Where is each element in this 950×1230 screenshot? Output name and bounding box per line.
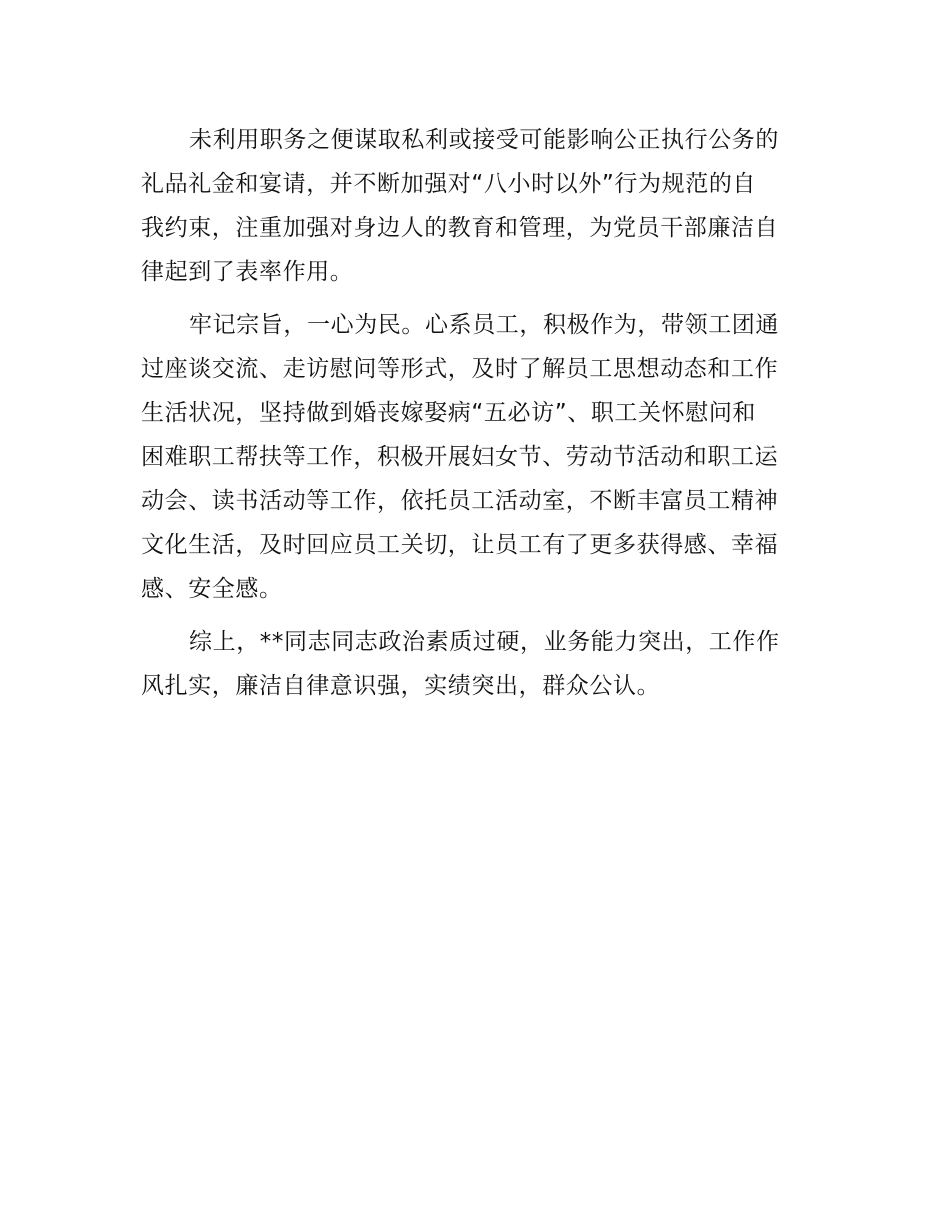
paragraph-1-line-1: 未利用职务之便谋取私利或接受可能影响公正执行公务的 — [189, 127, 779, 153]
paragraph-2-line-2: 过座谈交流、走访慰问等形式，及时了解员工思想动态和工作 — [141, 356, 779, 382]
paragraph-3-line-1: 综上，**同志同志政治素质过硬，业务能力突出，工作作 — [189, 629, 780, 655]
paragraph-2-line-5: 动会、读书活动等工作，依托员工活动室，不断丰富员工精神 — [141, 488, 779, 514]
paragraph-1-line-2: 礼品礼金和宴请，并不断加强对“八小时以外”行为规范的自 — [141, 171, 757, 197]
paragraph-2-line-3: 生活状况，坚持做到婚丧嫁娶病“五必访”、职工关怀慰问和 — [141, 400, 757, 426]
paragraph-1-line-4: 律起到了表率作用。 — [141, 259, 354, 285]
paragraph-2 — [141, 303, 813, 611]
paragraph-1 — [141, 118, 813, 294]
paragraph-2-line-6: 文化生活，及时回应员工关切，让员工有了更多获得感、幸福 — [141, 532, 779, 558]
paragraph-2-line-7: 感、安全感。 — [141, 576, 283, 602]
paragraph-1-line-3: 我约束，注重加强对身边人的教育和管理，为党员干部廉洁自 — [141, 215, 779, 241]
paragraph-2-line-1: 牢记宗旨，一心为民。心系员工，积极作为，带领工团通 — [189, 312, 779, 338]
paragraph-3 — [141, 620, 813, 708]
paragraph-2-line-4: 困难职工帮扶等工作，积极开展妇女节、劳动节活动和职工运 — [141, 444, 779, 470]
paragraph-3-line-2: 风扎实，廉洁自律意识强，实绩突出，群众公认。 — [141, 673, 661, 699]
document-body — [141, 118, 813, 717]
